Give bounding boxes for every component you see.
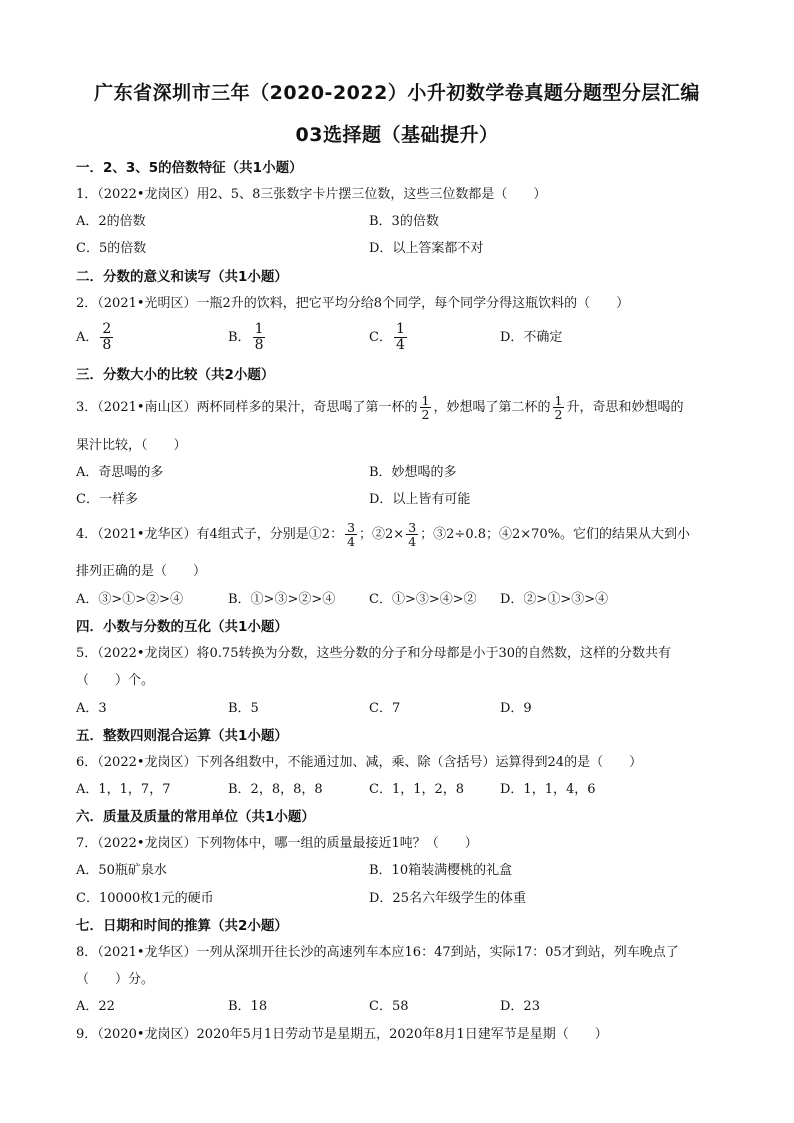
stem-text: 4．（2021•龙华区）有4组式子，分别是①2： bbox=[76, 527, 344, 542]
question-6-option-c: C．1，1，2，8 bbox=[369, 782, 465, 797]
fraction-numerator: 3 bbox=[347, 520, 356, 535]
stem-text: 3．（2021•南山区）两杯同样多的果汁，奇思喝了第一杯的 bbox=[76, 400, 418, 415]
question-7-option-c: C．10000枚1元的硬币 bbox=[76, 891, 214, 906]
fraction-denominator: 4 bbox=[395, 337, 405, 353]
question-5-option-a: A．3 bbox=[76, 701, 107, 716]
question-8-option-b: B．18 bbox=[228, 999, 268, 1014]
section-heading-2: 二．分数的意义和读写（共1小题） bbox=[76, 269, 288, 285]
question-8-stem-line-2: （ ）分。 bbox=[76, 972, 155, 987]
question-3-stem-line-2: 果汁比较，（ ） bbox=[76, 438, 187, 453]
question-8-option-d: D．23 bbox=[500, 999, 540, 1014]
question-3-option-d: D．以上皆有可能 bbox=[369, 492, 471, 507]
question-7-option-b: B．10箱装满樱桃的礼盒 bbox=[369, 863, 513, 878]
question-6-option-b: B．2，8，8，8 bbox=[228, 782, 323, 797]
fraction-denominator: 8 bbox=[254, 337, 264, 353]
question-7-option-d: D．25名六年级学生的体重 bbox=[369, 891, 526, 906]
stem-text: ；③2÷0.8；④2×70%。它们的结果从大到小 bbox=[420, 527, 691, 542]
document-title-line-2: 03选择题（基础提升） bbox=[295, 124, 499, 146]
question-2-option-a bbox=[76, 322, 115, 353]
question-4-option-b: B．①>③>②>④ bbox=[228, 592, 336, 607]
section-heading-7: 七．日期和时间的推算（共2小题） bbox=[76, 918, 288, 934]
question-3-option-c: C．一样多 bbox=[76, 492, 138, 507]
option-b-label: B． bbox=[228, 330, 251, 345]
fraction bbox=[553, 394, 565, 421]
question-2-stem: 2．（2021•光明区）一瓶2升的饮料，把它平均分给8个同学，每个同学分得这瓶饮料的（ ） bbox=[76, 296, 630, 311]
question-2-option-d: D．不确定 bbox=[500, 330, 563, 345]
question-5-stem-line-1: 5．（2022•龙岗区）将0.75转换为分数，这些分数的分子和分母都是小于30的自然数，这样的分数共有 bbox=[76, 646, 672, 661]
question-1-option-c: C．5的倍数 bbox=[76, 241, 147, 256]
question-4-option-a: A．③>①>②>④ bbox=[76, 592, 184, 607]
question-8-stem-line-1: 8．（2021•龙华区）一列从深圳开往长沙的高速列车本应16：47到站，实际17：05才到站，列车晚点了 bbox=[76, 945, 679, 960]
fraction-numerator: 2 bbox=[102, 321, 112, 337]
fraction-numerator: 1 bbox=[395, 321, 405, 337]
stem-text: ；②2× bbox=[359, 527, 405, 542]
fraction-numerator: 1 bbox=[554, 393, 563, 408]
question-4-option-d: D．②>①>③>④ bbox=[500, 592, 609, 607]
question-5-option-b: B．5 bbox=[228, 701, 259, 716]
section-heading-1: 一．2、3、5的倍数特征（共1小题） bbox=[76, 160, 303, 176]
question-8-option-c: C．58 bbox=[369, 999, 409, 1014]
question-4-stem-line-2: 排列正确的是（ ） bbox=[76, 564, 207, 579]
fraction-denominator: 2 bbox=[554, 407, 563, 422]
question-4-stem-line-1 bbox=[76, 521, 690, 548]
question-6-option-d: D．1，1，4，6 bbox=[500, 782, 596, 797]
question-9-stem: 9．（2020•龙岗区）2020年5月1日劳动节是星期五，2020年8月1日建军节是星期（ ） bbox=[76, 1027, 608, 1042]
document-title-line-1: 广东省深圳市三年（2020-2022）小升初数学卷真题分题型分层汇编 bbox=[94, 82, 700, 104]
section-heading-3: 三．分数大小的比较（共2小题） bbox=[76, 367, 275, 383]
option-c-label: C． bbox=[369, 330, 392, 345]
question-6-stem: 6．（2022•龙岗区）下列各组数中，不能通过加、减，乘、除（含括号）运算得到24的是（ ） bbox=[76, 755, 643, 770]
question-3-stem-line-1 bbox=[76, 394, 683, 421]
question-5-option-d: D．9 bbox=[500, 701, 532, 716]
fraction bbox=[420, 394, 432, 421]
fraction-denominator: 4 bbox=[408, 534, 417, 549]
fraction-denominator: 2 bbox=[421, 407, 430, 422]
fraction-denominator: 8 bbox=[102, 337, 112, 353]
fraction-numerator: 3 bbox=[408, 520, 417, 535]
question-7-stem: 7．（2022•龙岗区）下列物体中，哪一组的质量最接近1吨？（ ） bbox=[76, 836, 478, 851]
fraction bbox=[394, 322, 407, 353]
question-1-stem: 1．（2022•龙岗区）用2、5、8三张数字卡片摆三位数，这些三位数都是（ ） bbox=[76, 187, 547, 202]
question-5-stem-line-2: （ ）个。 bbox=[76, 673, 155, 688]
fraction-numerator: 1 bbox=[421, 393, 430, 408]
section-heading-4: 四．小数与分数的互化（共1小题） bbox=[76, 619, 288, 635]
fraction bbox=[100, 322, 113, 353]
question-5-option-c: C．7 bbox=[369, 701, 401, 716]
option-a-label: A． bbox=[76, 330, 99, 345]
stem-text: ，妙想喝了第二杯的 bbox=[433, 400, 551, 415]
fraction-numerator: 1 bbox=[254, 321, 264, 337]
question-1-option-b: B．3的倍数 bbox=[369, 214, 439, 229]
question-3-option-a: A．奇思喝的多 bbox=[76, 465, 164, 480]
question-2-option-c bbox=[369, 322, 409, 353]
question-7-option-a: A．50瓶矿泉水 bbox=[76, 863, 167, 878]
question-8-option-a: A．22 bbox=[76, 999, 115, 1014]
fraction-denominator: 4 bbox=[347, 534, 356, 549]
question-1-option-a: A．2的倍数 bbox=[76, 214, 146, 229]
fraction bbox=[406, 521, 418, 548]
stem-text: 升，奇思和妙想喝的 bbox=[566, 400, 684, 415]
question-1-option-d: D．以上答案都不对 bbox=[369, 241, 484, 256]
question-4-option-c: C．①>③>④>② bbox=[369, 592, 477, 607]
fraction bbox=[345, 521, 357, 548]
question-2-option-b bbox=[228, 322, 267, 353]
section-heading-5: 五．整数四则混合运算（共1小题） bbox=[76, 728, 288, 744]
question-6-option-a: A．1，1，7，7 bbox=[76, 782, 171, 797]
section-heading-6: 六．质量及质量的常用单位（共1小题） bbox=[76, 809, 315, 825]
question-3-option-b: B．妙想喝的多 bbox=[369, 465, 457, 480]
fraction bbox=[253, 322, 266, 353]
